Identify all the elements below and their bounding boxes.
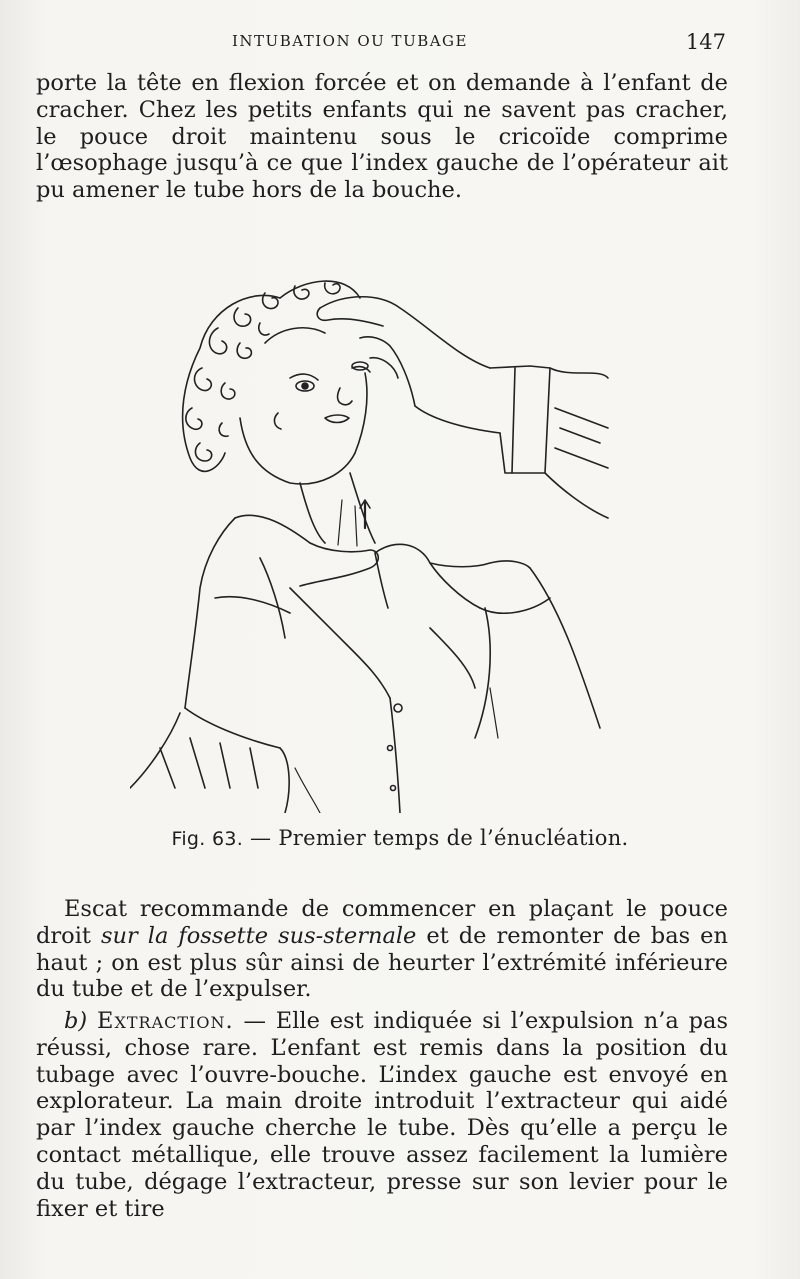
figure-caption-text: — Premier temps de l’énucléation.	[243, 826, 629, 850]
paragraph-escat-after: et de remonter de bas en haut ; on est plus sûr ainsi de heurter l’extrémité inférieure du tube et de l’expulser.	[36, 922, 728, 1003]
paragraph-top-text: porte la tête en flexion forcée et on demande à l’enfant de cracher. Chez les petits enfants qui ne savent pas cracher, le pouce droit maintenu sous le cricoïde comprime l’œsophage jusqu’à ce que l’index gauche de l’opérateur ait pu amener le tube hors de la bouche.	[36, 70, 728, 204]
paragraph-extraction	[36, 1008, 728, 1222]
child-dress	[290, 544, 600, 813]
running-title: INTUBATION OU TUBAGE	[232, 32, 468, 50]
paragraph-escat-text	[36, 896, 728, 1003]
paragraph-escat-italic: sur la fossette sus-sternale	[100, 922, 417, 949]
paragraph-escat-before: Escat recommande de commencer en plaçant le pouce droit	[36, 896, 728, 949]
figure-illustration	[130, 268, 610, 813]
child-hair	[183, 281, 360, 471]
child-face	[240, 328, 375, 546]
figure-caption-label: Fig. 63.	[171, 828, 244, 850]
paragraph-escat	[36, 896, 728, 1003]
extraction-body: — Elle est indiquée si l’expulsion n’a pas réussi, chose rare. L’enfant est remis dans la position du tubage avec l’ouvre-bouche. L’index gauche est envoyé en explorateur. La main droite introduit l’extracteur qui aidé par l’index gauche cherche le tube. Dès qu’elle a perçu le contact métallique, elle trouve assez facilement la lumière du tube, dégage l’extracteur, presse sur son levier pour le fixer et tire	[36, 1008, 729, 1222]
operator-right-hand	[130, 515, 378, 813]
page-number: 147	[685, 30, 726, 54]
extraction-marker: b)	[64, 1008, 88, 1034]
operator-left-hand	[317, 297, 608, 518]
paragraph-top	[36, 70, 728, 204]
extraction-heading: Extraction.	[97, 1008, 234, 1034]
figure-caption	[0, 826, 800, 850]
running-head	[0, 30, 800, 56]
paragraph-extraction-text	[36, 1008, 728, 1222]
